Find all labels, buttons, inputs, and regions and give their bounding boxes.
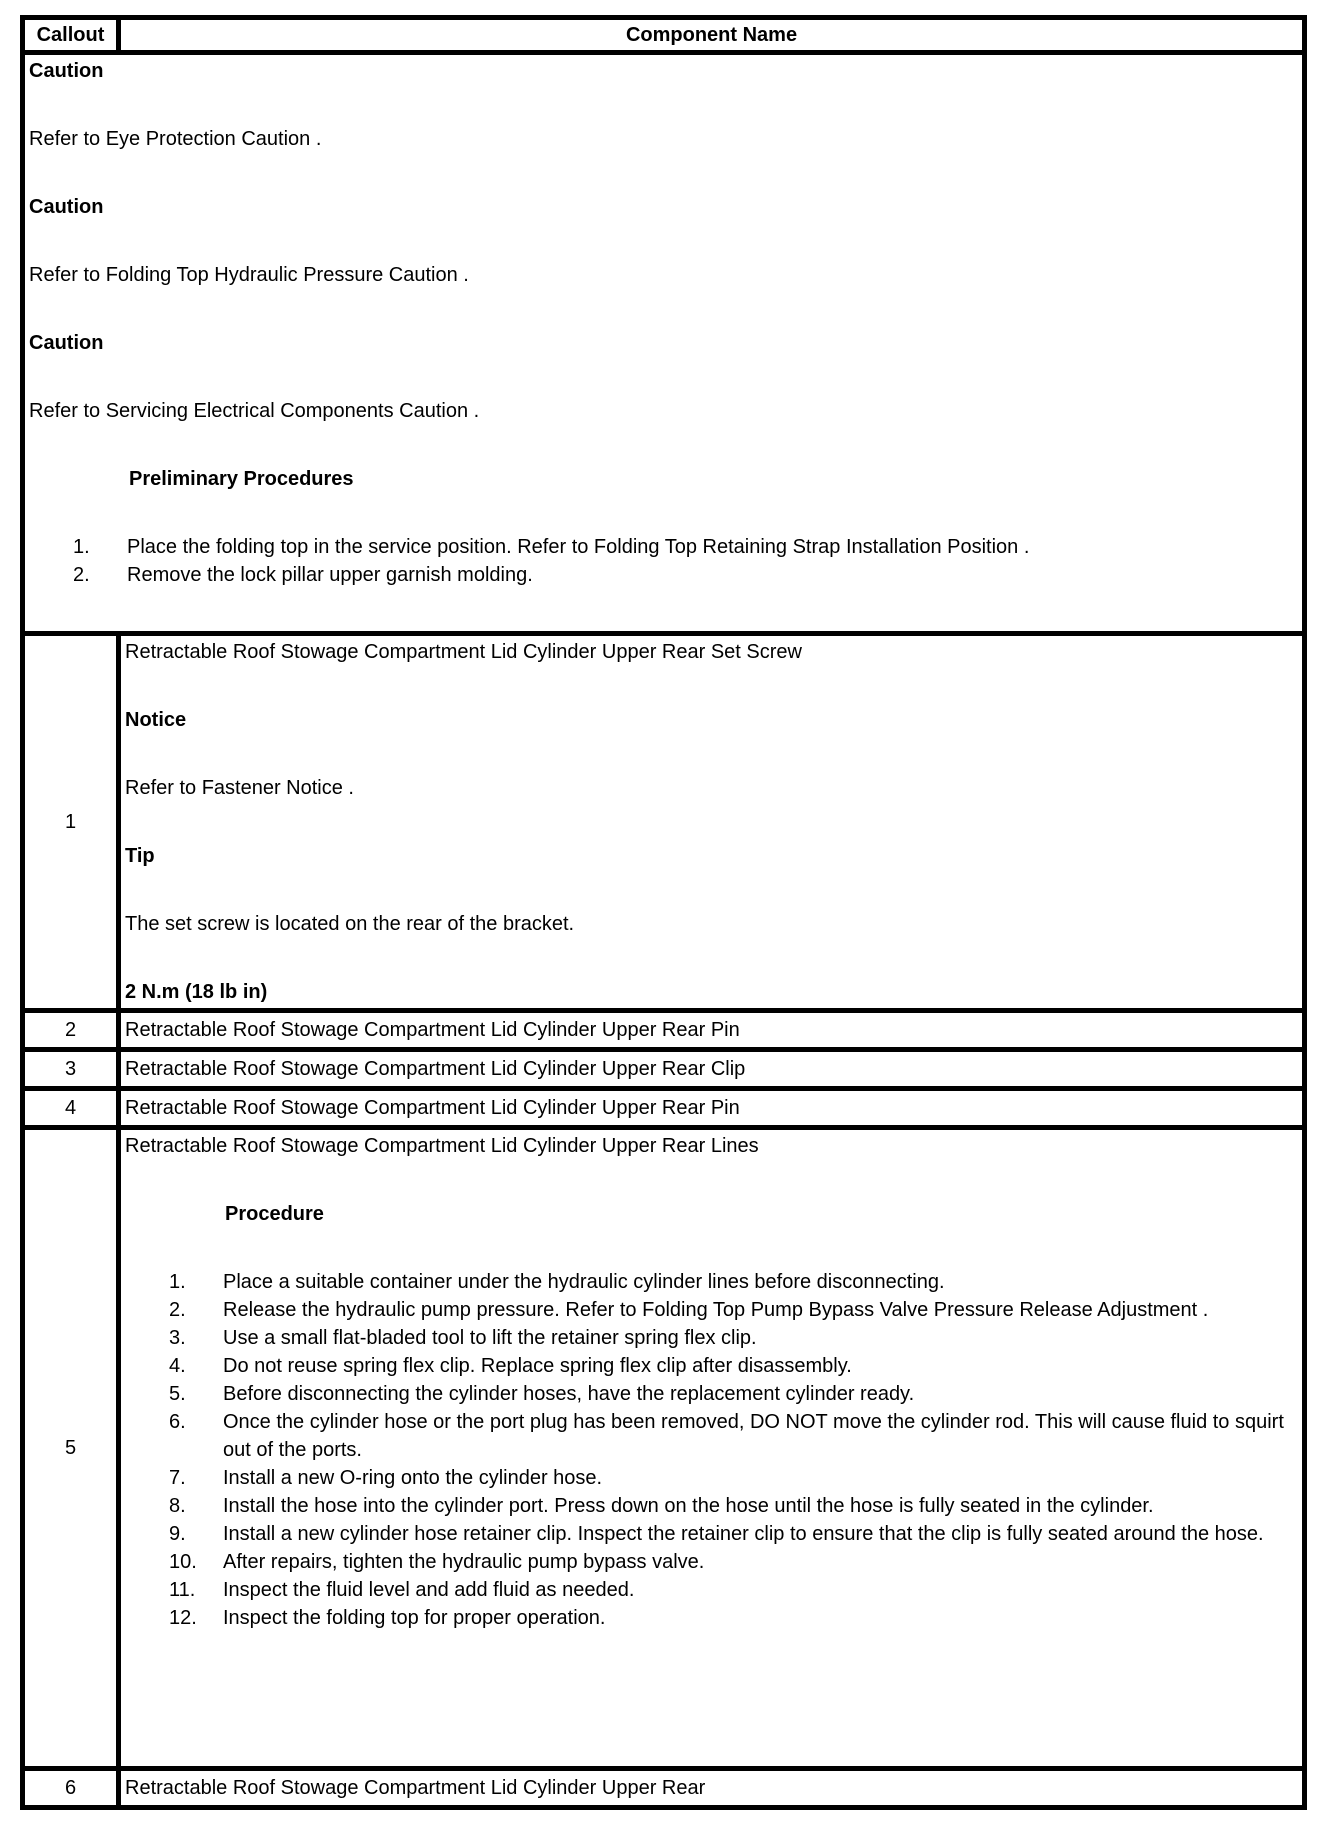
- component-name: Retractable Roof Stowage Compartment Lid Cylinder Upper Rear Lines: [125, 1135, 759, 1157]
- torque-spec: 2 N.m (18 lb in): [125, 981, 268, 1003]
- tip-body: The set screw is located on the rear of the bracket.: [125, 913, 575, 935]
- list-item: [125, 1464, 1298, 1492]
- component-name: Retractable Roof Stowage Compartment Lid Cylinder Upper Rear Set Screw: [125, 641, 802, 663]
- callout-column-header: Callout: [23, 18, 119, 53]
- callout-number: 2: [23, 1011, 119, 1050]
- callout-number: 6: [23, 1769, 119, 1808]
- component-name: Retractable Roof Stowage Compartment Lid Cylinder Upper Rear Pin: [119, 1011, 1305, 1050]
- step-text: Place a suitable container under the hydraulic cylinder lines before disconnecting.: [223, 1271, 945, 1293]
- list-item: [125, 1380, 1298, 1408]
- step-text: Release the hydraulic pump pressure. Refer to Folding Top Pump Bypass Valve Pressure Release Adjustment .: [223, 1299, 1209, 1321]
- procedure-heading: Procedure: [225, 1203, 324, 1225]
- list-item: [125, 1408, 1298, 1464]
- step-number: 1.: [169, 1271, 186, 1293]
- list-item: [125, 1296, 1298, 1324]
- step-number: 11.: [169, 1579, 196, 1601]
- component-name: Retractable Roof Stowage Compartment Lid Cylinder Upper Rear Pin: [119, 1089, 1305, 1128]
- table-row: [23, 1089, 1305, 1128]
- caution-body: Refer to Servicing Electrical Components Caution .: [29, 400, 480, 422]
- caution-heading: Caution: [29, 60, 104, 82]
- step-text: After repairs, tighten the hydraulic pump bypass valve.: [223, 1551, 705, 1573]
- component-name: Retractable Roof Stowage Compartment Lid Cylinder Upper Rear Clip: [119, 1050, 1305, 1089]
- caution-body: Refer to Eye Protection Caution .: [29, 128, 322, 150]
- table-row: [23, 1050, 1305, 1089]
- notice-heading: Notice: [125, 709, 187, 731]
- list-item: [125, 1548, 1298, 1576]
- callout-number: 4: [23, 1089, 119, 1128]
- preliminary-procedures-heading: Preliminary Procedures: [129, 468, 354, 490]
- step-text: Place the folding top in the service position. Refer to Folding Top Retaining Strap Installation Position .: [127, 536, 1030, 558]
- list-item: [125, 1492, 1298, 1520]
- component-cell: [119, 1128, 1305, 1769]
- step-number: 9.: [169, 1523, 186, 1545]
- step-number: 3.: [169, 1327, 186, 1349]
- step-text: Inspect the folding top for proper operation.: [223, 1607, 606, 1629]
- step-text: Use a small flat-bladed tool to lift the retainer spring flex clip.: [223, 1327, 757, 1349]
- preamble-row: [23, 53, 1305, 634]
- step-number: 10.: [169, 1551, 197, 1573]
- list-item: [125, 1324, 1298, 1352]
- step-number: 8.: [169, 1495, 186, 1517]
- table-row: [23, 1128, 1305, 1769]
- notice-body: Refer to Fastener Notice .: [125, 777, 354, 799]
- step-text: Remove the lock pillar upper garnish molding.: [127, 564, 533, 586]
- preliminary-steps-list: [29, 533, 1298, 589]
- table-row: [23, 1011, 1305, 1050]
- step-number: 1.: [73, 536, 90, 558]
- step-number: 7.: [169, 1467, 186, 1489]
- list-item: [125, 1268, 1298, 1296]
- caution-heading: Caution: [29, 196, 104, 218]
- step-text: Install a new O-ring onto the cylinder hose.: [223, 1467, 603, 1489]
- tip-heading: Tip: [125, 845, 155, 867]
- step-text: Once the cylinder hose or the port plug has been removed, DO NOT move the cylinder rod. This will cause fluid to squirt out of the ports.: [223, 1411, 1284, 1461]
- step-text: Install the hose into the cylinder port. Press down on the hose until the hose is fully seated in the cylinder.: [223, 1495, 1154, 1517]
- step-number: 2.: [169, 1299, 186, 1321]
- caution-body: Refer to Folding Top Hydraulic Pressure Caution .: [29, 264, 469, 286]
- table-row: [23, 634, 1305, 1011]
- table-row: [23, 1769, 1305, 1808]
- list-item: [29, 533, 1298, 561]
- list-item: [125, 1576, 1298, 1604]
- step-number: 4.: [169, 1355, 186, 1377]
- preamble-cell: [23, 53, 1305, 634]
- step-text: Install a new cylinder hose retainer clip. Inspect the retainer clip to ensure that the clip is fully seated around the hose.: [223, 1523, 1264, 1545]
- callout-number: 5: [23, 1128, 119, 1769]
- step-number: 6.: [169, 1411, 186, 1433]
- component-column-header: Component Name: [119, 18, 1305, 53]
- step-number: 12.: [169, 1607, 197, 1629]
- step-number: 5.: [169, 1383, 186, 1405]
- component-callout-table: [20, 15, 1307, 1810]
- step-text: Do not reuse spring flex clip. Replace spring flex clip after disassembly.: [223, 1355, 852, 1377]
- step-text: Inspect the fluid level and add fluid as needed.: [223, 1579, 635, 1601]
- list-item: [125, 1604, 1298, 1632]
- callout-number: 1: [23, 634, 119, 1011]
- list-item: [125, 1520, 1298, 1548]
- caution-heading: Caution: [29, 332, 104, 354]
- list-item: [29, 561, 1298, 589]
- list-item: [125, 1352, 1298, 1380]
- table-header-row: [23, 18, 1305, 53]
- callout-number: 3: [23, 1050, 119, 1089]
- component-cell: [119, 634, 1305, 1011]
- step-text: Before disconnecting the cylinder hoses, have the replacement cylinder ready.: [223, 1383, 915, 1405]
- step-number: 2.: [73, 564, 90, 586]
- procedure-steps-list: [125, 1268, 1298, 1632]
- component-name: Retractable Roof Stowage Compartment Lid Cylinder Upper Rear: [119, 1769, 1305, 1808]
